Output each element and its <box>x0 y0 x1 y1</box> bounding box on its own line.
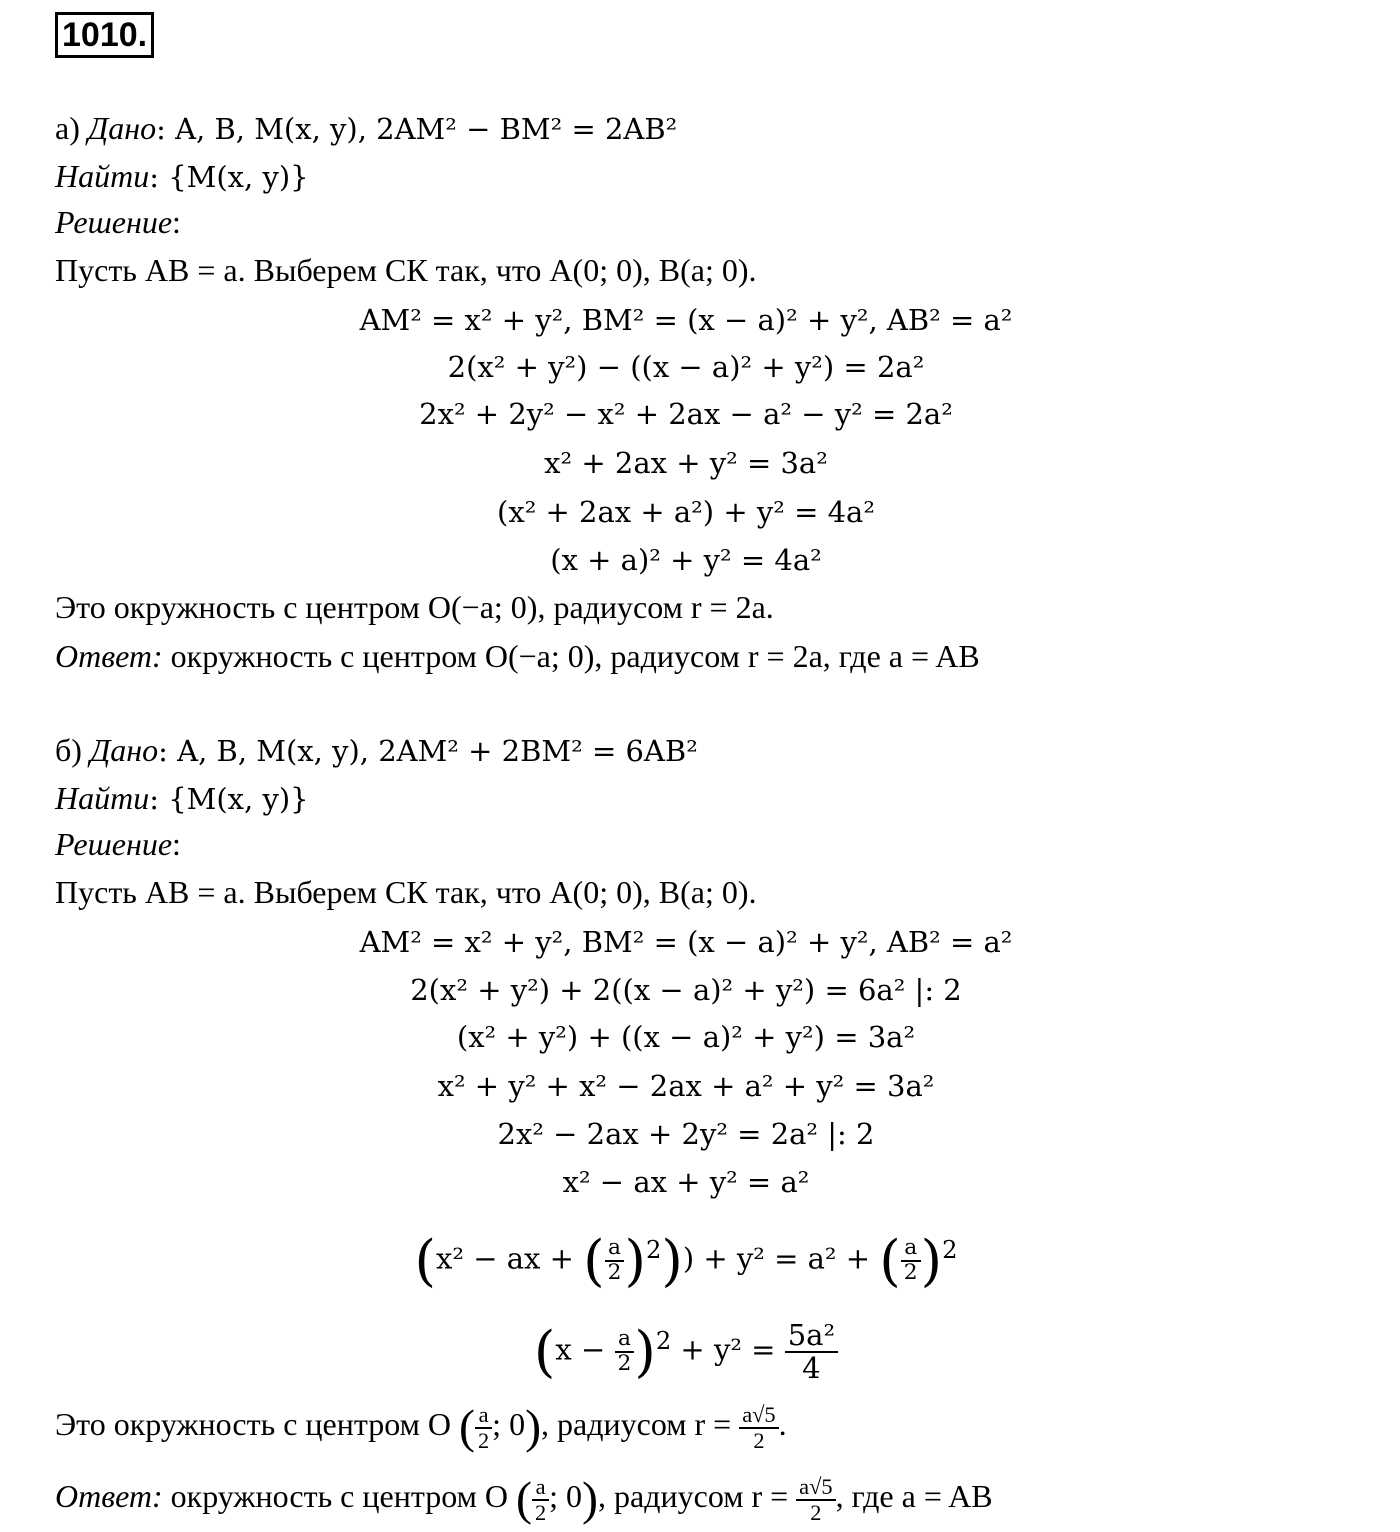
equation-b-1: AM² = x² + y², BM² = (x − a)² + y², AB² = a² <box>359 925 1013 959</box>
conclusion-start: Это окружность с центром O <box>55 1406 459 1442</box>
denominator: 2 <box>810 1499 822 1525</box>
solution-colon: : <box>172 826 181 862</box>
paren-open: ( <box>583 1228 605 1293</box>
numerator: a <box>615 1328 635 1353</box>
denominator: 4 <box>802 1350 821 1385</box>
answer-start: окружность с центром O <box>162 1478 516 1514</box>
given-text: : A, B, M(x, y), 2AM² − BM² = 2AB² <box>156 112 678 146</box>
paren-close: ) <box>661 1228 683 1293</box>
given-line-b <box>55 730 698 771</box>
fraction-asqrt5-over-2 <box>796 1475 835 1524</box>
given-line-a <box>55 108 677 149</box>
numerator: 5a² <box>785 1320 838 1352</box>
find-label: Найти <box>55 780 150 816</box>
conclusion-b <box>55 1396 787 1456</box>
paren-open: ( <box>879 1228 901 1293</box>
paren-close: ) <box>582 1472 599 1526</box>
solution-line-a <box>55 202 181 242</box>
numerator: a <box>605 1237 625 1262</box>
fraction-a-over-2 <box>532 1475 549 1524</box>
numerator: a <box>532 1475 549 1501</box>
fraction-a-over-2 <box>615 1325 635 1376</box>
answer-label: Ответ: <box>55 638 163 674</box>
paren-open: ( <box>533 1319 556 1384</box>
find-text: : {M(x, y)} <box>149 160 309 194</box>
fraction-asqrt5-over-2 <box>739 1403 778 1452</box>
part-prefix: а) <box>55 110 88 146</box>
conclusion-end: , радиусом r = <box>541 1406 740 1442</box>
answer-line-b <box>55 1468 993 1528</box>
answer-tail: , где a = AB <box>835 1478 993 1514</box>
fraction-a-over-2 <box>605 1234 625 1285</box>
paren-close: ) <box>920 1228 943 1293</box>
exponent: 2 <box>942 1236 958 1264</box>
conclusion-a: Это окружность с центром O(−a; 0), радиусом r = 2a. <box>55 589 774 625</box>
equation-b-3: (x² + y²) + ((x − a)² + y²) = 3a² <box>456 1020 916 1054</box>
eq8-left: x − <box>555 1332 615 1367</box>
denominator: 2 <box>477 1427 490 1453</box>
denominator: 2 <box>607 1259 622 1285</box>
given-label: Дано <box>89 732 159 768</box>
conclusion-mid: ; 0 <box>492 1406 526 1442</box>
numerator: a <box>475 1403 492 1429</box>
numerator: a√5 <box>739 1403 778 1429</box>
equation-a-4: x² + 2ax + y² = 3a² <box>544 446 828 480</box>
answer-line-a <box>55 636 980 676</box>
given-text: : A, B, M(x, y), 2AM² + 2BM² = 6AB² <box>158 734 698 768</box>
exponent: 2 <box>655 1327 672 1355</box>
equation-b-5: 2x² − 2ax + 2y² = 2a² |: 2 <box>497 1117 875 1151</box>
denominator: 2 <box>753 1427 765 1453</box>
find-label: Найти <box>55 158 150 194</box>
answer-label: Ответ: <box>55 1478 163 1514</box>
paren-open: ( <box>414 1228 436 1293</box>
equation-b-6: x² − ax + y² = a² <box>562 1165 810 1199</box>
equation-b-8 <box>0 1306 1372 1387</box>
equation-a-2: 2(x² + y²) − ((x − a)² + y²) = 2a² <box>447 350 925 384</box>
equation-b-4: x² + y² + x² − 2ax + a² + y² = 3a² <box>437 1069 935 1103</box>
problem-number: 1010. <box>55 12 154 58</box>
equation-a-3: 2x² + 2y² − x² + 2ax − a² − y² = 2a² <box>419 397 953 431</box>
let-line-b: Пусть AB = a. Выберем СК так, что A(0; 0), B(a; 0). <box>55 874 757 910</box>
solution-line-b <box>55 824 181 864</box>
solution-label: Решение <box>55 826 173 862</box>
find-line-b <box>55 778 309 819</box>
paren-open: ( <box>458 1400 475 1454</box>
solution-colon: : <box>172 204 181 240</box>
denominator: 2 <box>534 1499 547 1525</box>
answer-end: , радиусом r = <box>598 1478 797 1514</box>
equation-a-1: AM² = x² + y², BM² = (x − a)² + y², AB² = a² <box>359 303 1013 337</box>
answer-text: окружность с центром O(−a; 0), радиусом r = 2a, где a = AB <box>162 638 980 674</box>
let-line-a: Пусть AB = a. Выберем СК так, что A(0; 0), B(a; 0). <box>55 252 757 288</box>
exponent: 2 <box>645 1236 662 1264</box>
paren-open: ( <box>515 1472 532 1526</box>
paren-close: ) <box>634 1319 656 1384</box>
numerator: a√5 <box>796 1475 835 1501</box>
fraction-5a2-over-4 <box>785 1320 838 1383</box>
solution-label: Решение <box>55 204 173 240</box>
given-label: Дано <box>87 110 157 146</box>
paren-close: ) <box>525 1400 542 1454</box>
paren-close: ) <box>624 1228 646 1293</box>
numerator: a <box>901 1237 921 1262</box>
eq7-right: ) + y² = a² + <box>682 1241 880 1276</box>
fraction-a-over-2 <box>901 1234 921 1285</box>
find-line-a <box>55 156 309 197</box>
part-prefix: б) <box>55 732 90 768</box>
eq7-left: x² − ax + <box>436 1241 584 1276</box>
equation-a-5: (x² + 2ax + a²) + y² = 4a² <box>497 495 875 529</box>
find-text: : {M(x, y)} <box>149 782 309 816</box>
eq8-mid: + y² = <box>671 1332 785 1367</box>
fraction-a-over-2 <box>475 1403 492 1452</box>
equation-b-7 <box>0 1220 1372 1291</box>
equation-b-2: 2(x² + y²) + 2((x − a)² + y²) = 6a² |: 2 <box>410 973 962 1007</box>
denominator: 2 <box>903 1259 918 1285</box>
equation-a-6: (x + a)² + y² = 4a² <box>550 543 822 577</box>
answer-mid: ; 0 <box>549 1478 583 1514</box>
denominator: 2 <box>617 1350 632 1376</box>
conclusion-tail: . <box>778 1406 787 1442</box>
